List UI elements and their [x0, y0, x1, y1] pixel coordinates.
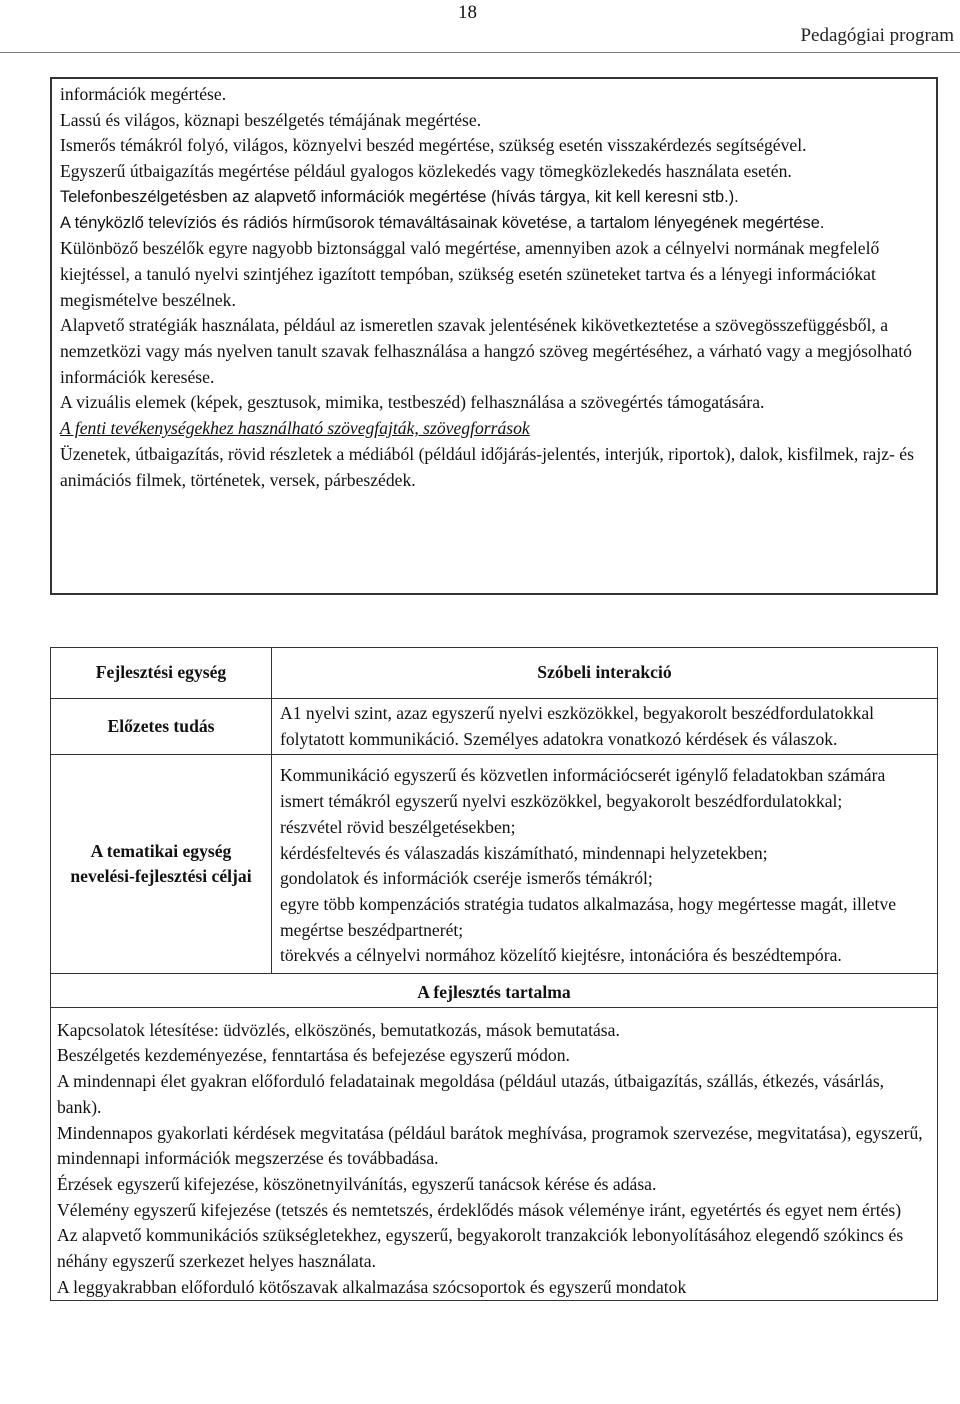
content-line: A mindennapi élet gyakran előforduló feladatainak megoldása (például utazás, útbaigazítás, szállás, étkezés, vásárlás, bank).	[57, 1071, 885, 1117]
running-title: Pedagógiai program	[800, 25, 954, 46]
header-rule	[0, 52, 960, 53]
goals-label: A tematikai egység nevelési-fejlesztési céljai	[51, 755, 272, 974]
table-row	[51, 974, 938, 1008]
unit-value: Szóbeli interakció	[272, 648, 938, 699]
content-line: Beszélgetés kezdeményezése, fenntartása és befejezése egyszerű módon.	[57, 1045, 570, 1066]
content-line: Érzések egyszerű kifejezése, köszönetnyilvánítás, egyszerű tanácsok kérése és adása.	[57, 1173, 657, 1194]
table-row	[51, 755, 938, 974]
text-line: Egyszerű útbaigazítás megértése például gyalogos közlekedés vagy tömegközlekedés használata esetén.	[60, 161, 792, 182]
content-line: Az alapvető kommunikációs szükségletekhez, egyszerű, begyakorolt tranzakciók lebonyolításához elegendő szókincs és néhány egyszerű szerkezet helyes használata.	[57, 1225, 904, 1272]
content-line: Vélemény egyszerű kifejezése (tetszés és nemtetszés, érdeklődés mások véleménye iránt, egyetértés és egyet nem értés)	[57, 1199, 902, 1220]
text-line: Alapvető stratégiák használata, például az ismeretlen szavak jelentésének kikövetkeztetése a szövegösszefüggésből, a nemzetközi vagy más nyelven tanult szavak felhasználása a hangzó szöveg megértéséhez, a várható vagy a megjósolható információk keresése.	[60, 315, 912, 387]
prior-knowledge-text: A1 nyelvi szint, azaz egyszerű nyelvi eszközökkel, begyakorolt beszédfordulatokkal folytatott kommunikáció. Személyes adatokra vonatkozó kérdések és válaszok.	[272, 699, 938, 755]
development-unit-table	[50, 647, 938, 1301]
text-line: Üzenetek, útbaigazítás, rövid részletek a médiából (például időjárás-jelentés, interjúk, riportok), dalok, kisfilmek, rajz- és animációs filmek, történetek, versek, párbeszédek.	[60, 443, 914, 490]
page-number: 18	[458, 2, 477, 23]
text-line: A vizuális elemek (képek, gesztusok, mimika, testbeszéd) felhasználása a szövegértés támogatására.	[60, 392, 765, 413]
text-line: A tényközlő televíziós és rádiós hírműsorok témaváltásainak követése, a tartalom lényegének megértése.	[60, 213, 825, 232]
goal-line: gondolatok és információk cseréje ismerős témákról;	[280, 868, 653, 889]
goal-line: részvétel rövid beszélgetésekben;	[280, 816, 516, 837]
text-line: Lassú és világos, köznapi beszélgetés témájának megértése.	[60, 109, 482, 130]
content-title: A fejlesztés tartalma	[51, 974, 938, 1008]
content-line: Mindennapos gyakorlati kérdések megvitatása (például barátok meghívása, programok szervezése, megvitatása), egyszerű, mindennapi információk megszerzése és továbbadása.	[57, 1122, 923, 1169]
table-row	[51, 648, 938, 699]
table-row	[51, 699, 938, 755]
goal-line: törekvés a célnyelvi normához közelítő kiejtésre, intonációra és beszédtempóra.	[280, 945, 842, 966]
text-line: Különböző beszélők egyre nagyobb biztonsággal való megértése, amennyiben azok a célnyelvi normának megfelelő kiejtéssel, a tanuló nyelvi szintjéhez igazított tempóban, szükség esetén szüneteket tartva és a lényegi információkat megismételve beszélnek.	[60, 238, 880, 310]
prior-knowledge-label: Előzetes tudás	[51, 699, 272, 755]
text-line: információk megértése.	[60, 84, 227, 104]
text-box	[50, 77, 938, 595]
unit-label: Fejlesztési egység	[51, 648, 272, 699]
text-line: Ismerős témákról folyó, világos, köznyelvi beszéd megértése, szükség esetén visszakérdezés segítségével.	[60, 135, 807, 156]
goals-cell	[272, 755, 938, 974]
table-row	[51, 1007, 938, 1301]
goal-line: egyre több kompenzációs stratégia tudatos alkalmazása, hogy megértesse magát, illetve megértse beszédpartnerét;	[280, 893, 897, 940]
text-sources-heading: A fenti tevékenységekhez használható szövegfajták, szövegforrások	[60, 418, 530, 439]
goal-line: kérdésfeltevés és válaszadás kiszámítható, mindennapi helyzetekben;	[280, 842, 768, 863]
text-line: Telefonbeszélgetésben az alapvető információk megértése (hívás tárgya, kit kell keresni stb.).	[60, 187, 739, 206]
content-cell	[51, 1007, 938, 1301]
goal-line: Kommunikáció egyszerű és közvetlen információcserét igénylő feladatokban számára ismert témákról egyszerű nyelvi eszközökkel, begyakorolt beszédfordulatokkal;	[280, 765, 886, 812]
content-line: Kapcsolatok létesítése: üdvözlés, elköszönés, bemutatkozás, mások bemutatása.	[57, 1019, 620, 1040]
content-line: A leggyakrabban előforduló kötőszavak alkalmazása szócsoportok és egyszerű mondatok	[57, 1276, 687, 1297]
